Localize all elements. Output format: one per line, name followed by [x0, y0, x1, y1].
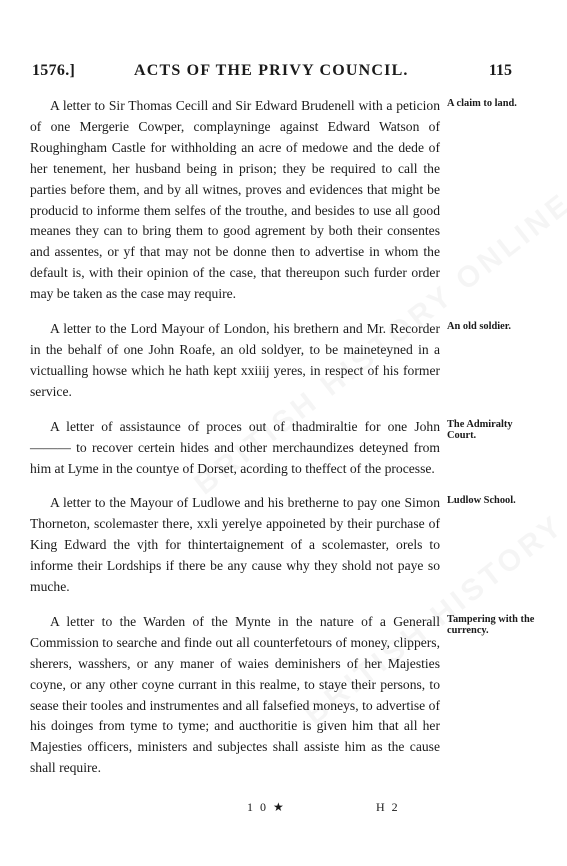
entry-text: A letter to the Mayour of Ludlowe and his bretherne to pay one Simon Thorneton, scolemaster there, xxli yerelye appoineted by their purchase of King Edward the vjth for thintertaignement of a scolemaster, orels to informe their Lordships if there be any cause why they shold not paye so muche.: [30, 495, 440, 595]
margin-note: An old soldier.: [447, 321, 511, 333]
entry-land-claim: [30, 96, 517, 305]
entry-text: A letter to the Warden of the Mynte in the nature of a Generall Commission to searche and finde out all counterfetours of money, clippers, sherers, wasshers, or any maner of waies deminishers of her Majesties coyne, or any other coyne currant in this realme, to staye their persons, to sease their tooles and instrumentes and all falsefied moneys, to advertise of his doinges from tyme to tyme; and aucthoritie is given him that all her Majesties officers, ministers and subjectes shall assiste him as the cause shall require.: [30, 613, 440, 776]
entry-old-soldier: [30, 319, 511, 403]
signature-mark: H 2: [376, 800, 400, 814]
header-title: ACTS OF THE PRIVY COUNCIL.: [134, 62, 409, 79]
entry-text: A letter to the Lord Mayour of London, his brethern and Mr. Recorder in the behalf of one John Roafe, an old soldyer, to be maineteyned in a victualling howse which he hath kept xxiiij yeres, in respect of his former service.: [30, 321, 440, 399]
margin-note: Tampering with the currency.: [447, 613, 535, 636]
entry-admiralty-court: [30, 417, 513, 480]
signature-mark: 1 0 ★: [247, 800, 286, 814]
entry-list: [30, 96, 567, 793]
page-number: 115: [488, 62, 512, 79]
page-footer: [0, 800, 567, 820]
entry-currency: [30, 612, 535, 779]
entry-ludlow-school: [30, 493, 516, 598]
margin-note: A claim to land.: [447, 98, 517, 109]
entry-text: A letter to Sir Thomas Cecill and Sir Edward Brudenell with a peticion of one Mergerie Cowper, complayninge against Edward Watson of Roughingham Castle for withholding an acre of medowe and the dede of her tenement, her husband being in prison; they be required to call the parties before them, and by all witnes, proves and evidences that might be producid to informe them selfes of the trouthe, and besides to use all good meanes they can to bring them to good agrement by both their consentes and assentes, or yf that may not be donne then to advertise in whom the default is, with their opinion of the case, that thereupon such furder order may be taken as the case may require.: [30, 98, 440, 302]
margin-note: The Admiralty Court.: [447, 418, 513, 441]
entry-text: A letter of assistaunce of proces out of thadmiraltie for one John ——— to recover certein hides and other merchaundizes deteyned from him at Lyme in the countye of Dorset, acording to theffect of the processe.: [30, 418, 440, 476]
running-header: [32, 62, 512, 86]
margin-note: Ludlow School.: [447, 495, 516, 507]
header-year: 1576.]: [32, 62, 76, 79]
